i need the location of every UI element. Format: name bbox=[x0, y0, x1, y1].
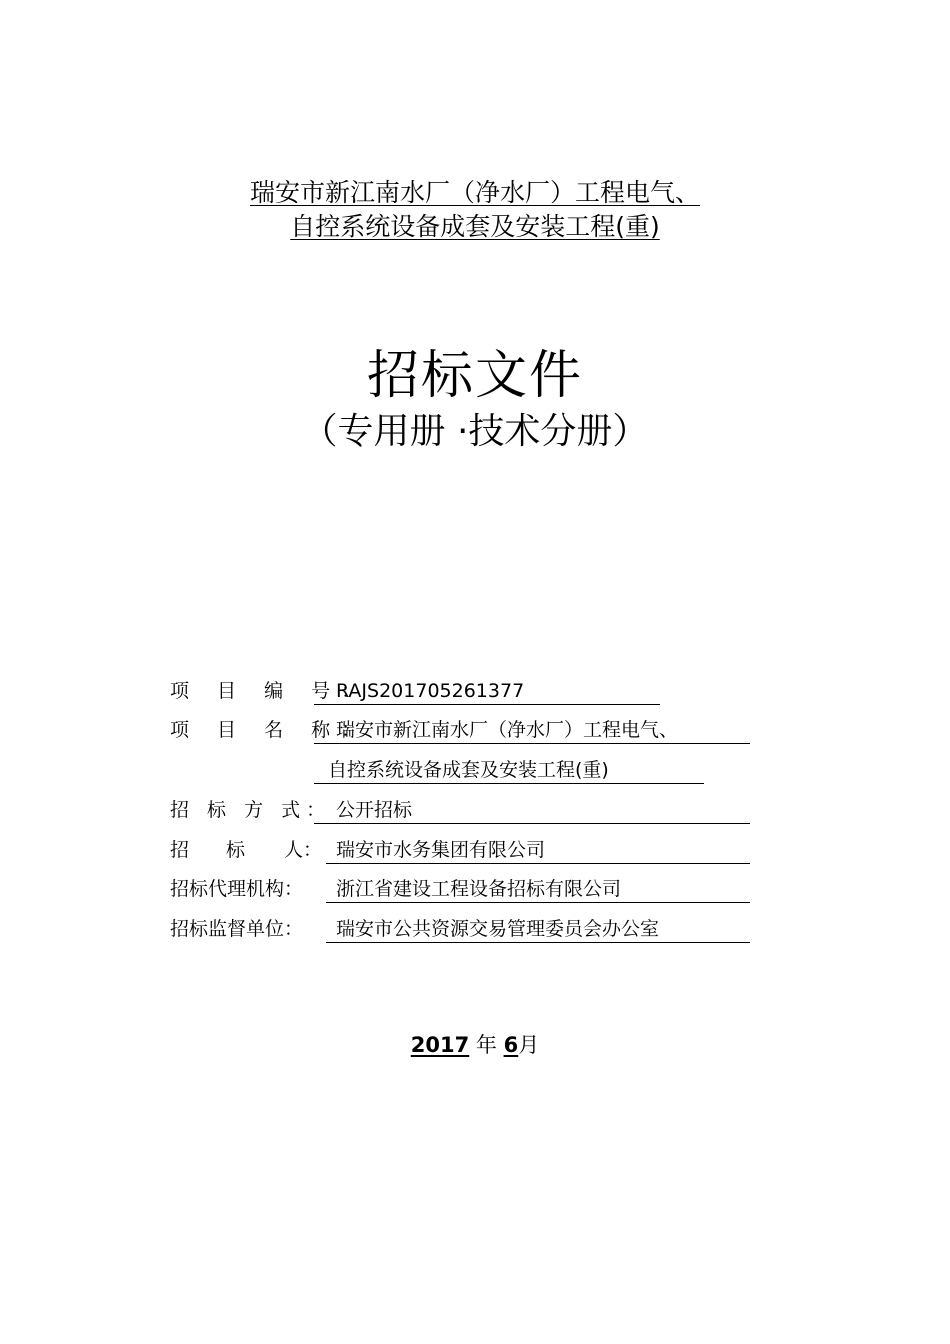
tender-agency-value: 浙江省建设工程设备招标有限公司 bbox=[326, 874, 750, 903]
project-name-value-line-1: 瑞安市新江南水厂（净水厂）工程电气、 bbox=[314, 715, 750, 744]
tender-method-row bbox=[0, 795, 950, 825]
issue-date bbox=[0, 1030, 950, 1060]
project-title-line-1-text: 瑞安市新江南水厂（净水厂）工程电气、 bbox=[249, 178, 700, 207]
issue-month: 6 bbox=[503, 1033, 519, 1057]
tender-method-value: 公开招标 bbox=[314, 795, 750, 824]
project-title-line-2 bbox=[0, 210, 950, 244]
project-title-line-1 bbox=[0, 176, 950, 210]
project-name-label: 项 目 名 称： bbox=[170, 719, 372, 741]
project-name-row bbox=[0, 715, 950, 745]
project-number-value: RAJS201705261377 bbox=[314, 676, 660, 705]
tender-method-label: 招 标 方 式： bbox=[170, 799, 332, 821]
issue-year-unit: 年 bbox=[475, 1033, 497, 1057]
issue-year: 2017 bbox=[410, 1033, 470, 1057]
document-title: 招标文件 bbox=[366, 346, 583, 406]
tender-agency-row bbox=[0, 874, 950, 904]
project-number-row bbox=[0, 676, 950, 706]
project-title-line-2-text: 自控系统设备成套及安装工程(重) bbox=[290, 212, 660, 241]
supervision-unit-row bbox=[0, 914, 950, 944]
tender-agency-label: 招标代理机构： bbox=[170, 878, 304, 900]
project-number-label: 项 目 编 号： bbox=[170, 680, 372, 702]
tenderer-row: 招 标 人： 瑞安市水务集团有限公司 bbox=[0, 835, 950, 865]
project-name-value-line-2: 自控系统设备成套及安装工程(重) bbox=[314, 755, 704, 784]
supervision-unit-value: 瑞安市公共资源交易管理委员会办公室 bbox=[326, 914, 750, 943]
project-name-row-continued bbox=[0, 755, 950, 785]
document-subtitle: （专用册 ·技术分册） bbox=[301, 411, 649, 452]
issue-month-unit: 月 bbox=[518, 1033, 540, 1057]
tenderer-value: 瑞安市水务集团有限公司 bbox=[326, 835, 750, 864]
supervision-unit-label: 招标监督单位： bbox=[170, 918, 304, 940]
